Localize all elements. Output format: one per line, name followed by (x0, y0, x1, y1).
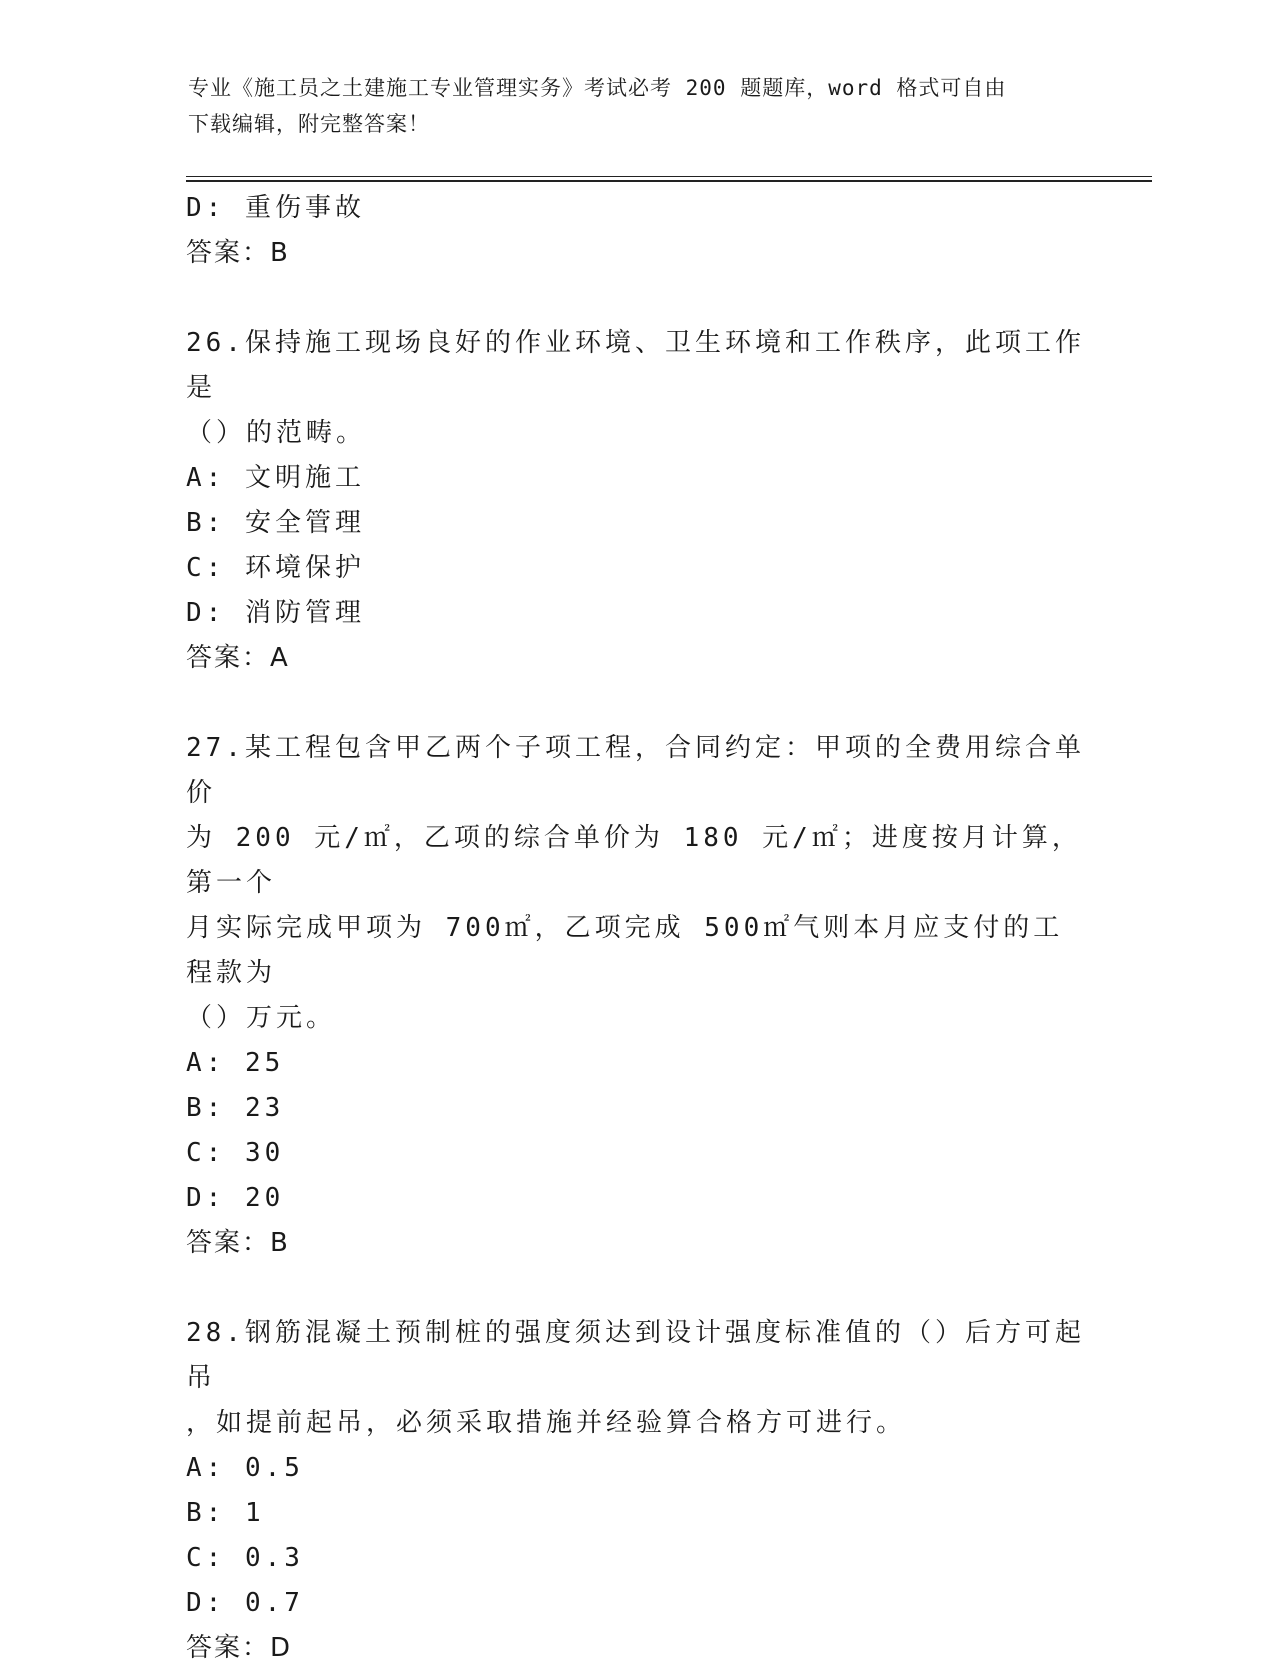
option-d: D: 重伤事故 (186, 193, 365, 223)
previous-question-tail (186, 186, 1086, 276)
question-text-line: 为 200 元/㎡，乙项的综合单价为 180 元/㎡；进度按月计算，第一个 (186, 823, 1082, 898)
question-text-line: 月实际完成甲项为 700㎡，乙项完成 500㎡气则本月应支付的工程款为 (186, 913, 1064, 988)
question-text-line: （）万元。 (186, 1003, 337, 1033)
question-26 (186, 321, 1086, 681)
option-d: D: 20 (186, 1183, 285, 1213)
question-text-line: ，如提前起吊，必须采取措施并经验算合格方可进行。 (186, 1408, 907, 1438)
document-header (188, 70, 1088, 142)
option-a: A: 25 (186, 1048, 285, 1078)
option-c: C: 环境保护 (186, 553, 365, 583)
option-b: B: 安全管理 (186, 508, 365, 538)
option-a: A: 文明施工 (186, 463, 365, 493)
question-text-line: 27.某工程包含甲乙两个子项工程，合同约定：甲项的全费用综合单价 (186, 733, 1085, 808)
answer-line: 答案：A (186, 643, 290, 673)
question-text-line: 26.保持施工现场良好的作业环境、卫生环境和工作秩序，此项工作是 (186, 328, 1085, 403)
document-body (186, 186, 1086, 1671)
header-line-2: 下载编辑，附完整答案！ (188, 112, 430, 136)
answer-line: 答案：D (186, 1633, 293, 1663)
option-b: B: 1 (186, 1498, 265, 1528)
answer-line: 答案：B (186, 1228, 290, 1258)
option-a: A: 0.5 (186, 1453, 304, 1483)
option-b: B: 23 (186, 1093, 285, 1123)
header-line-1: 专业《施工员之土建施工专业管理实务》考试必考 200 题题库，word 格式可自由 (188, 76, 1007, 100)
header-divider-thin (186, 176, 1152, 177)
option-d: D: 消防管理 (186, 598, 365, 628)
question-28 (186, 1311, 1086, 1671)
answer-line: 答案：B (186, 238, 290, 268)
option-d: D: 0.7 (186, 1588, 304, 1618)
question-text-line: 28.钢筋混凝土预制桩的强度须达到设计强度标准值的（）后方可起吊 (186, 1318, 1085, 1393)
option-c: C: 0.3 (186, 1543, 304, 1573)
header-divider-thick (186, 180, 1152, 182)
question-27 (186, 726, 1086, 1266)
option-c: C: 30 (186, 1138, 285, 1168)
question-text-line: （）的范畴。 (186, 418, 367, 448)
